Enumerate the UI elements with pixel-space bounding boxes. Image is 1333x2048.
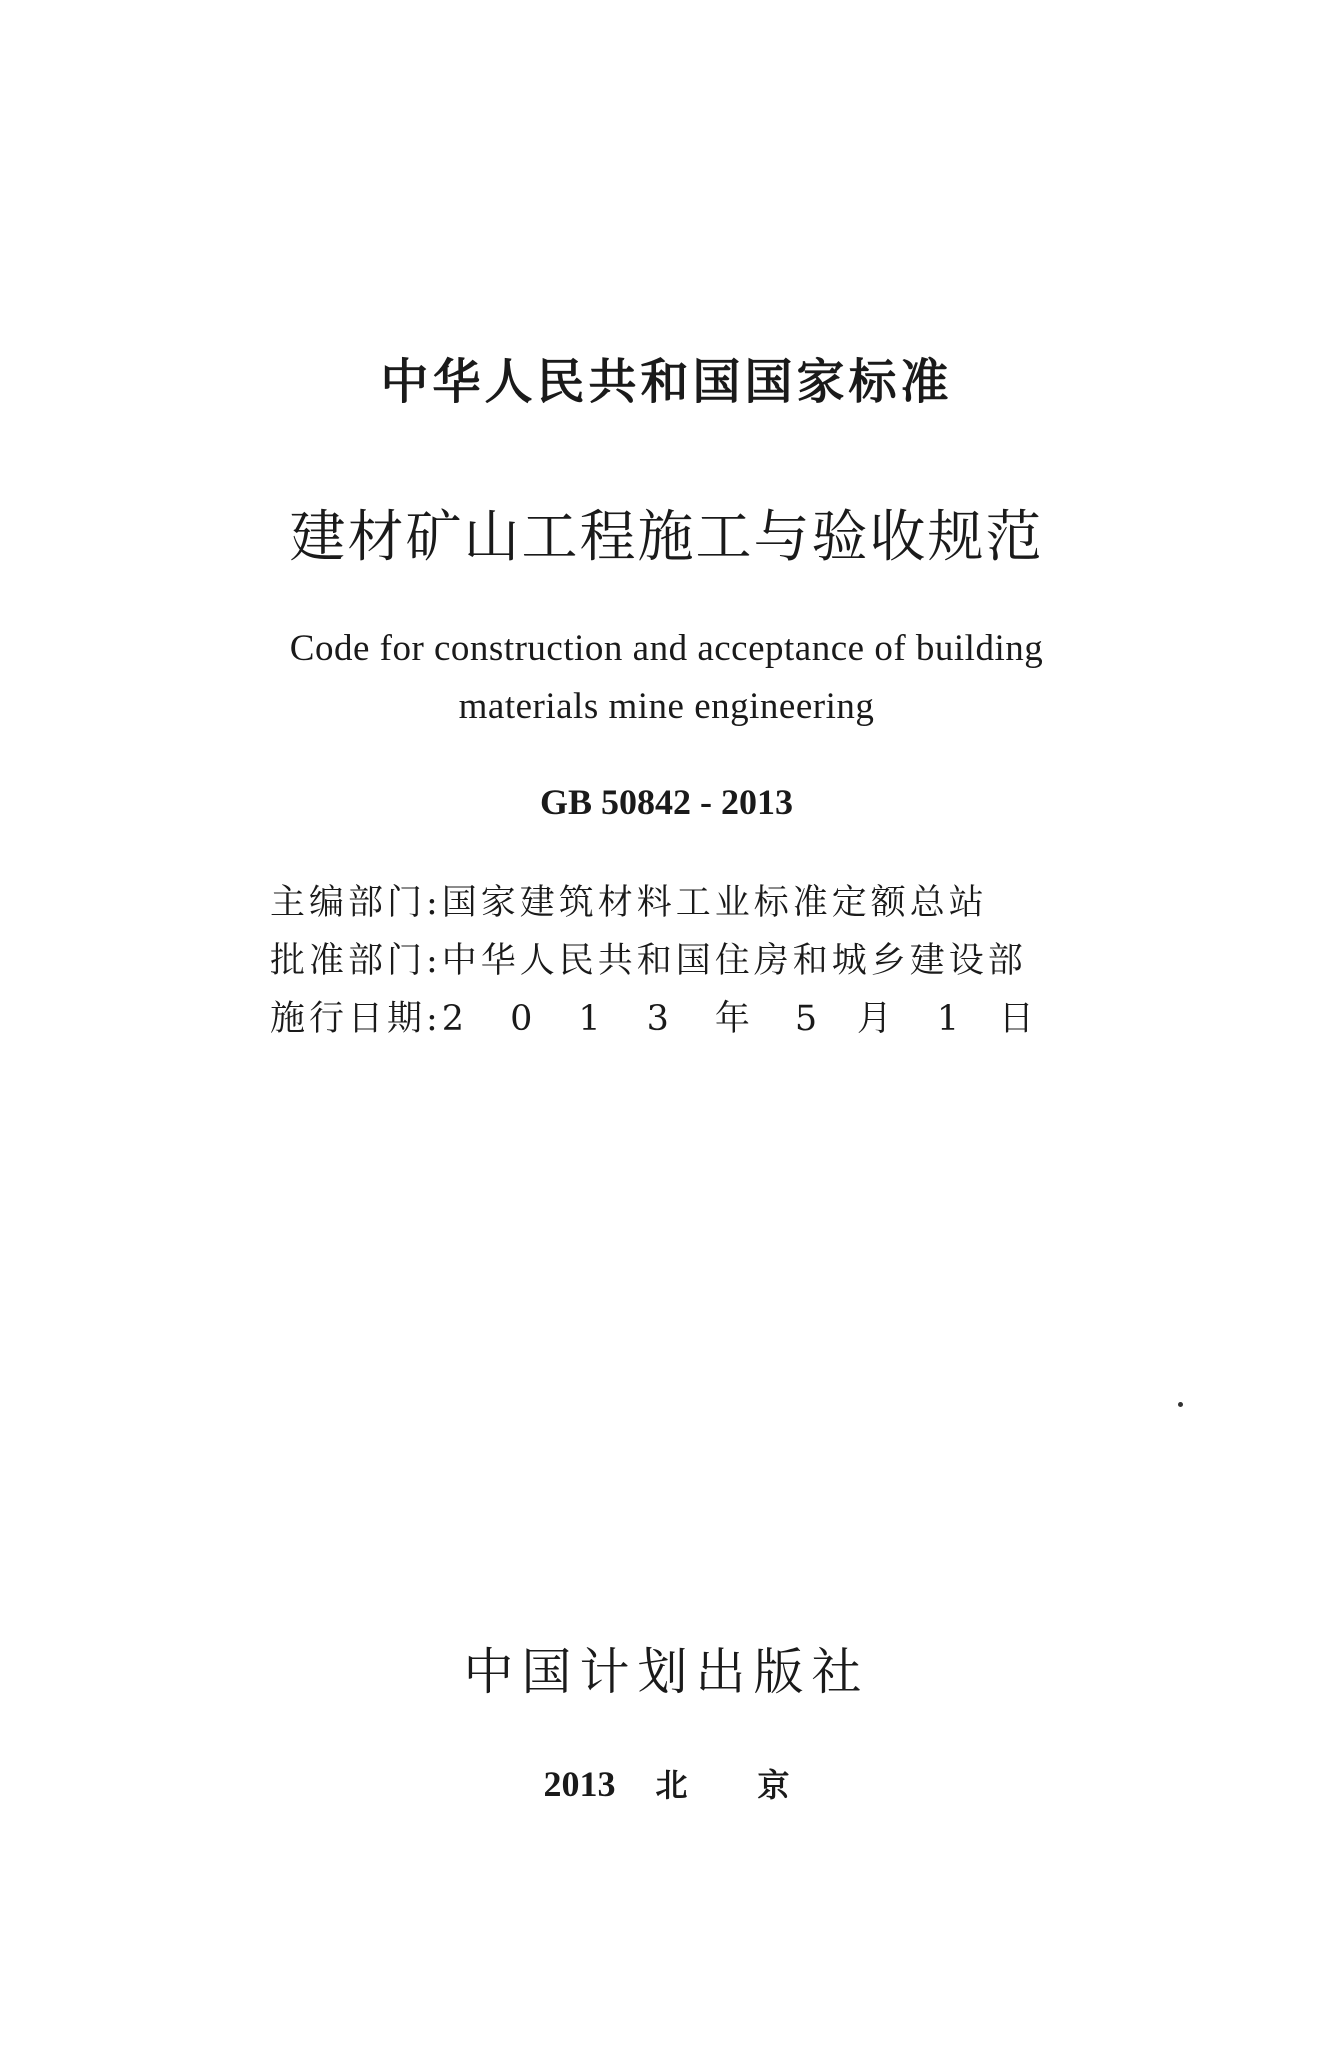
publisher-name: 中国计划出版社: [463, 1643, 870, 1701]
publication-city-char-2: 京: [757, 1766, 790, 1804]
effective-date-row: [270, 990, 1070, 1048]
effective-month-unit: 月: [856, 999, 896, 1039]
series-title: 中华人民共和国国家标准: [380, 354, 953, 410]
editor-label: 主编部门:: [270, 883, 442, 923]
effective-day-unit: 日: [998, 999, 1038, 1039]
effective-year-unit: 年: [714, 999, 754, 1039]
editor-row: [270, 874, 1070, 932]
effective-day: 1: [936, 999, 964, 1039]
scan-speck: [1178, 1402, 1183, 1407]
approver-label: 批准部门:: [270, 941, 442, 981]
publication-year: 2013: [543, 1764, 616, 1804]
effective-label: 施行日期:: [270, 999, 442, 1039]
document-title-english: [0, 620, 1333, 736]
effective-month: 5: [794, 999, 822, 1039]
english-title-line-2: materials mine engineering: [458, 686, 875, 727]
publication-line: [0, 1760, 1333, 1809]
editor-value: 国家建筑材料工业标准定额总站: [441, 883, 988, 923]
approver-row: [270, 932, 1070, 990]
info-block: [270, 874, 1070, 1048]
effective-year: 2013: [441, 999, 715, 1039]
document-title-chinese: 建材矿山工程施工与验收规范: [289, 505, 1044, 570]
english-title-line-1: Code for construction and acceptance of building: [289, 628, 1044, 669]
publication-city-char-1: 北: [655, 1766, 688, 1804]
standard-number: GB 50842 - 2013: [539, 782, 793, 822]
approver-value: 中华人民共和国住房和城乡建设部: [441, 941, 1027, 981]
